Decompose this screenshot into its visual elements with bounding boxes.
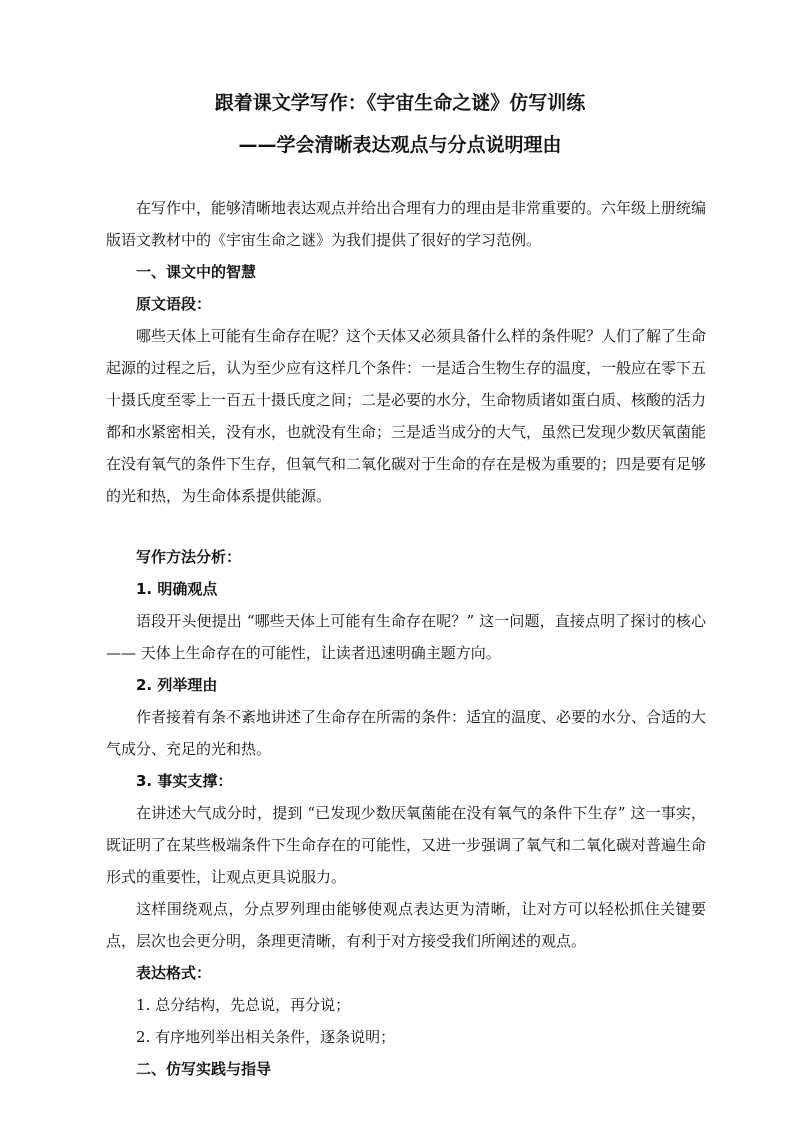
analysis-label: 写作方法分析： — [136, 548, 242, 566]
paragraph-gap — [106, 512, 706, 541]
document-title: 跟着课文学写作：《宇宙生命之谜》仿写训练 — [214, 92, 586, 114]
format-item-2: 2. 有序地列举出相关条件，逐条说明； — [136, 1028, 396, 1046]
point2-paragraph: 作者接着有条不紊地讲述了生命存在所需的条件：适宜的温度、必要的水分、合适的大气成分、充足的光和热。 — [106, 708, 707, 758]
point3-paragraph: 在讲述大气成分时，提到 “已发现少数厌氧菌能在没有氧气的条件下生存” 这一事实，既证明了在某些极端条件下生命存在的可能性，又进一步强调了氧气和二氧化碳对普遍生命形式的重要性，让观点更具说服力。 — [106, 804, 707, 886]
document-body — [106, 192, 706, 1085]
point2-heading: 2. 列举理由 — [136, 676, 218, 694]
original-label: 原文语段： — [136, 295, 212, 313]
section2-heading: 二、仿写实践与指导 — [136, 1060, 272, 1078]
format-item-1: 1. 总分结构，先总说，再分说； — [136, 996, 351, 1014]
section1-heading: 一、课文中的智慧 — [136, 263, 257, 281]
point1-heading: 1. 明确观点 — [136, 580, 218, 598]
summary-paragraph: 这样围绕观点，分点罗列理由能够使观点表达更为清晰，让对方可以轻松抓住关键要点，层次也会更分明，条理更清晰，有利于对方接受我们所阐述的观点。 — [106, 900, 706, 950]
point3-heading: 3. 事实支撑： — [136, 772, 233, 790]
original-text-paragraph: 哪些天体上可能有生命存在呢？这个天体又必须具备什么样的条件呢？人们了解了生命起源的过程之后，认为至少应有这样几个条件：一是适合生物生存的温度，一般应在零下五十摄氏度至零上一百五十摄氏度之间；二是必要的水分，生命物质诸如蛋白质、核酸的活力都和水紧密相关，没有水，也就没有生命；三是适当成分的大气，虽然已发现少数厌氧菌能在没有氧气的条件下生存，但氧气和二氧化碳对于生命的存在是极为重要的；四是要有足够的光和热，为生命体系提供能源。 — [106, 327, 707, 505]
format-label: 表达格式： — [136, 964, 212, 982]
intro-paragraph: 在写作中，能够清晰地表达观点并给出合理有力的理由是非常重要的。六年级上册统编版语文教材中的《宇宙生命之谜》为我们提供了很好的学习范例。 — [106, 199, 707, 249]
document-subtitle: ——学会清晰表达观点与分点说明理由 — [238, 134, 562, 156]
point1-paragraph: 语段开头便提出 “哪些天体上可能有生命存在呢？” 这一问题，直接点明了探讨的核心 —— 天体上生命存在的可能性，让读者迅速明确主题方向。 — [106, 612, 706, 662]
